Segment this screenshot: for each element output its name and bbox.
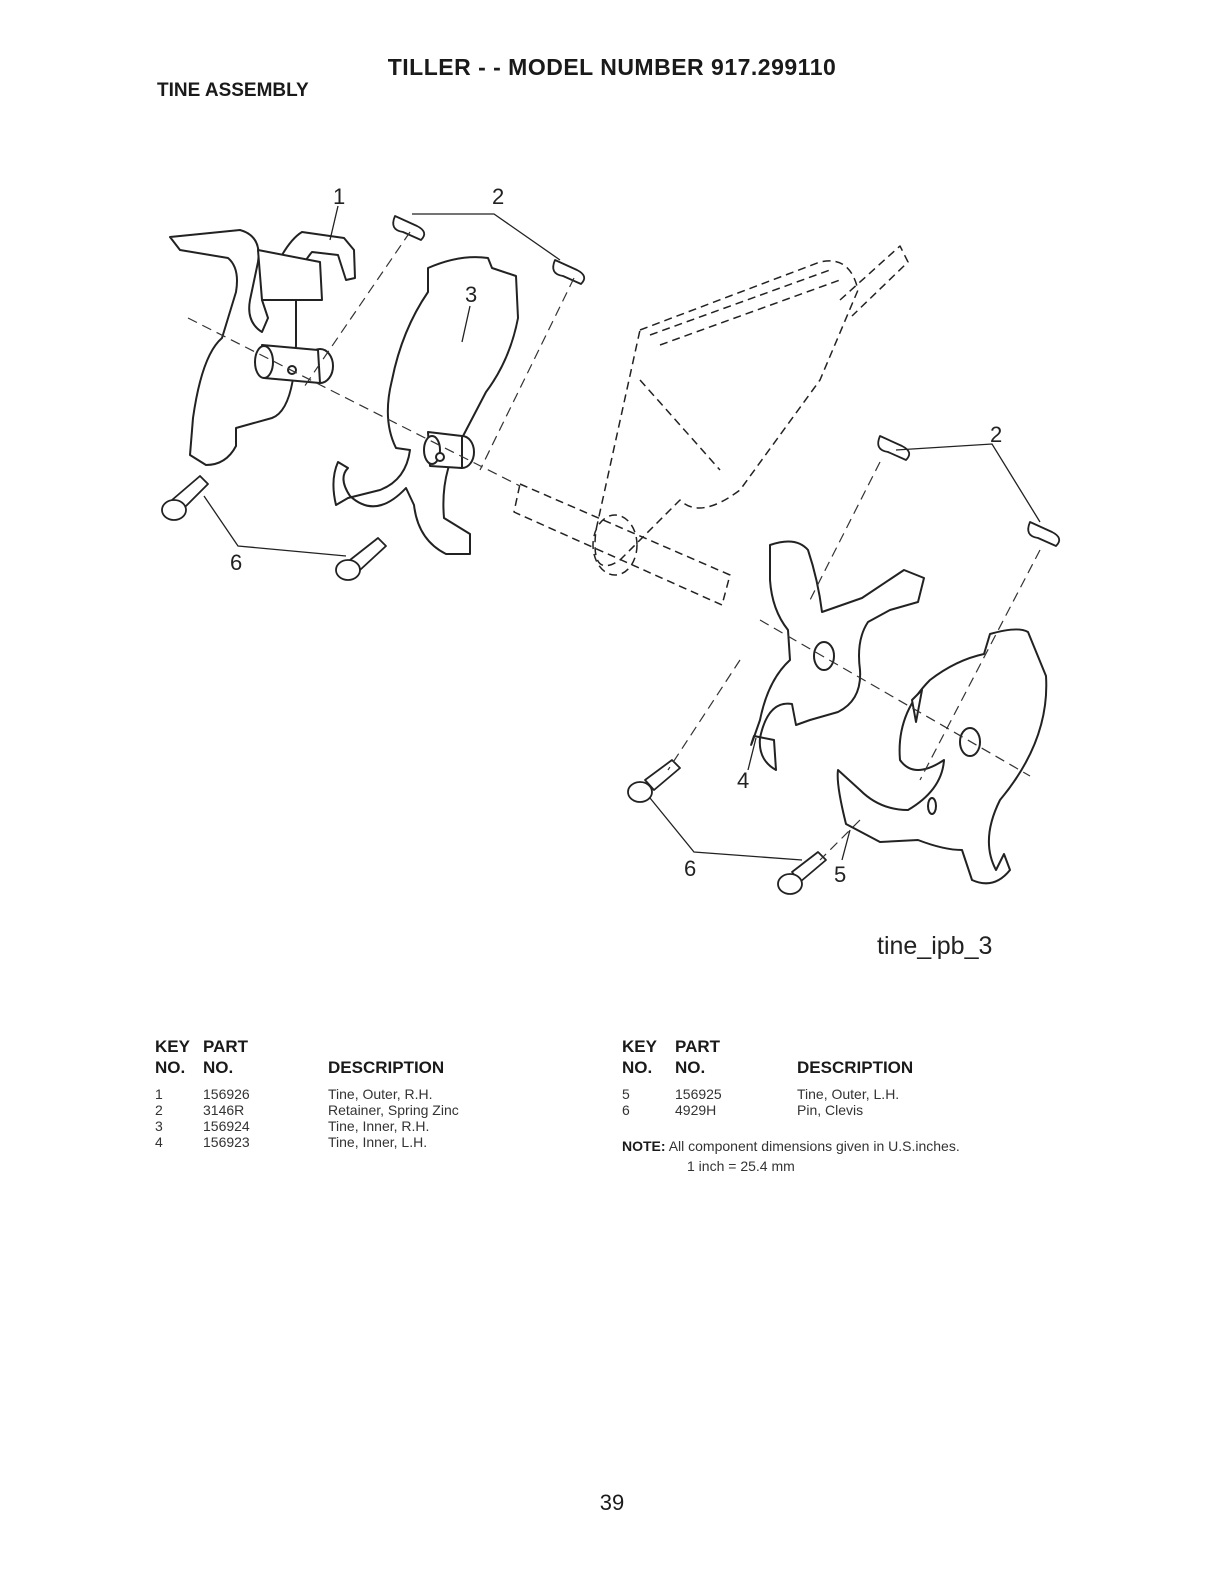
tine-assembly-diagram [0, 120, 1224, 920]
tine-inner-lh-drawing [751, 541, 924, 770]
key-no: 1 [155, 1086, 163, 1102]
key-no: 2 [155, 1102, 163, 1118]
callout-5: 5 [834, 862, 847, 887]
callout-6b: 6 [684, 856, 697, 881]
part-no: 156924 [203, 1118, 250, 1134]
tine-outer-lh-drawing [838, 629, 1047, 883]
callout-6a: 6 [230, 550, 243, 575]
diagram-label: tine_ipb_3 [877, 932, 993, 960]
table-row [622, 1078, 913, 1102]
part-no-header: PART NO. [203, 1037, 249, 1077]
note-conversion: 1 inch = 25.4 mm [687, 1158, 795, 1174]
page-number: 39 [599, 1490, 625, 1515]
table-row [155, 1078, 459, 1102]
key-no-header: KEY NO. [622, 1037, 657, 1077]
part-description: Tine, Inner, L.H. [328, 1134, 428, 1150]
part-no: 156926 [203, 1086, 250, 1102]
callout-2b: 2 [990, 422, 1003, 447]
parts-table-right [622, 1036, 913, 1118]
tine-outer-rh-drawing [170, 230, 355, 465]
key-no: 3 [155, 1118, 163, 1134]
callout-1: 1 [333, 184, 346, 209]
callout-3: 3 [465, 282, 478, 307]
part-description: Tine, Outer, R.H. [328, 1086, 433, 1102]
part-description: Pin, Clevis [797, 1102, 864, 1118]
clevis-pin-drawings [162, 476, 826, 894]
table-row [155, 1134, 459, 1150]
tiller-axle-drawing [514, 246, 908, 605]
parts-table-left [155, 1036, 459, 1150]
part-description: Retainer, Spring Zinc [328, 1102, 459, 1118]
part-no: 156923 [203, 1134, 250, 1150]
callout-4: 4 [737, 768, 750, 793]
part-no: 4929H [675, 1102, 717, 1118]
note-label: NOTE: [622, 1138, 666, 1154]
table-row [155, 1102, 459, 1118]
description-header: DESCRIPTION [328, 1058, 445, 1077]
table-row [622, 1102, 913, 1118]
part-description: Tine, Inner, R.H. [328, 1118, 430, 1134]
description-header: DESCRIPTION [797, 1058, 914, 1077]
key-no-header: KEY NO. [155, 1037, 190, 1077]
callout-2a: 2 [492, 184, 505, 209]
table-row [155, 1118, 459, 1134]
section-title: TINE ASSEMBLY [157, 80, 309, 101]
dimension-note [622, 1138, 960, 1155]
key-no: 4 [155, 1134, 163, 1150]
part-description: Tine, Outer, L.H. [797, 1086, 900, 1102]
key-no: 6 [622, 1102, 630, 1118]
part-no-header: PART NO. [675, 1037, 721, 1077]
part-no: 3146R [203, 1102, 245, 1118]
key-no: 5 [622, 1086, 630, 1102]
note-text: All component dimensions given in U.S.inches. [668, 1138, 960, 1154]
part-no: 156925 [675, 1086, 722, 1102]
page-title: TILLER - - MODEL NUMBER 917.299110 [387, 54, 837, 80]
